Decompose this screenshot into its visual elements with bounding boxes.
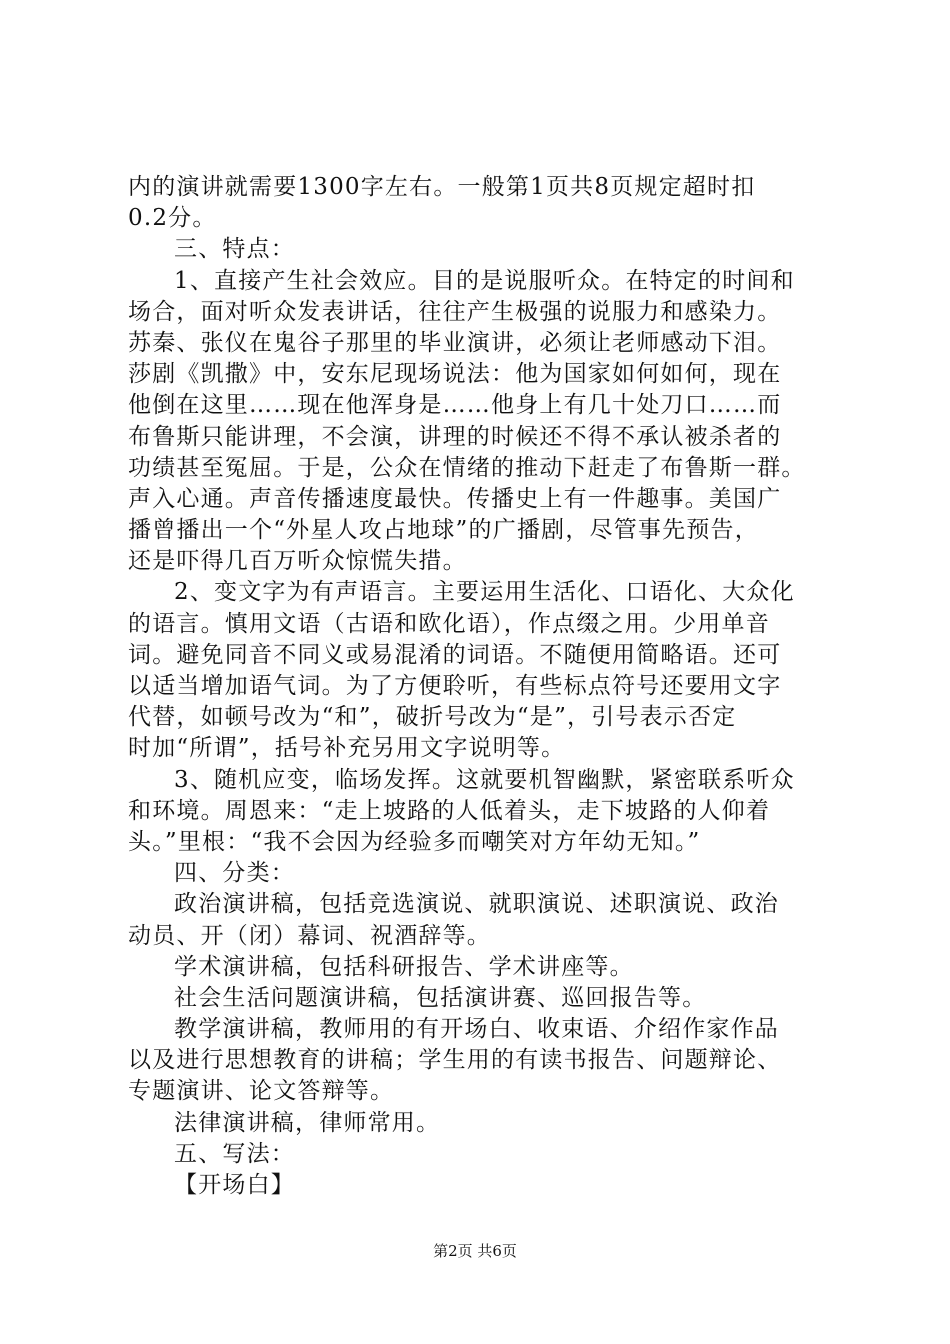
text-line: 以及进行思想教育的讲稿；学生用的有读书报告、问题辩论、: [128, 1047, 782, 1074]
text-line: 播曾播出一个“外星人攻占地球”的广播剧，尽管事先预告，: [128, 517, 759, 544]
text-line: 他倒在这里……现在他浑身是……他身上有几十处刀口……而: [128, 392, 782, 419]
text-line: 还是吓得几百万听众惊慌失措。: [128, 548, 467, 575]
text-line: 法律演讲稿，律师常用。: [174, 1109, 441, 1136]
text-line: 教学演讲稿，教师用的有开场白、收束语、介绍作家作品: [174, 1016, 779, 1043]
text-line: 时加“所谓”，括号补充另用文字说明等。: [128, 735, 566, 762]
text-line: 的语言。慎用文语（古语和欧化语），作点缀之用。少用单音: [128, 610, 770, 637]
text-line: 苏秦、张仪在鬼谷子那里的毕业演讲，必须让老师感动下泪。: [128, 329, 782, 356]
page-footer: 第2页 共6页: [433, 1242, 517, 1260]
text-line: 以适当增加语气词。为了方便聆听，有些标点符号还要用文字: [128, 673, 782, 699]
text-line: 三、特点：: [174, 236, 295, 263]
text-line: 社会生活问题演讲稿，包括演讲赛、巡回报告等。: [174, 984, 707, 1011]
text-line: 布鲁斯只能讲理，不会演，讲理的时候还不得不承认被杀者的: [128, 423, 782, 450]
text-line: 莎剧《凯撒》中，安东尼现场说法：他为国家如何如何，现在: [128, 361, 782, 388]
document-body: [128, 172, 840, 1201]
text-line: 0.2分。: [128, 205, 217, 232]
text-line: 1、直接产生社会效应。目的是说服听众。在特定的时间和: [174, 267, 795, 294]
text-line: 五、写法：: [174, 1140, 295, 1167]
text-line: 头。”里根：“我不会因为经验多而嘲笑对方年幼无知。”: [128, 828, 701, 855]
text-line: 动员、开（闭）幕词、祝酒辞等。: [128, 922, 491, 949]
text-line: 功绩甚至冤屈。于是，公众在情绪的推动下赶走了布鲁斯一群。: [128, 454, 806, 481]
text-line: 专题演讲、论文答辩等。: [128, 1078, 395, 1105]
text-line: 和环境。周恩来：“走上坡路的人低着头，走下坡路的人仰着: [128, 797, 771, 824]
text-line: 政治演讲稿，包括竞选演说、就职演说、述职演说、政治: [174, 891, 779, 918]
text-line: 四、分类：: [174, 860, 295, 887]
text-line: 3、随机应变，临场发挥。这就要机智幽默，紧密联系听众: [174, 766, 795, 793]
text-line: 【开场白】: [174, 1172, 295, 1198]
text-line: 2、变文字为有声语言。主要运用生活化、口语化、大众化: [174, 579, 795, 606]
text-line: 学术演讲稿，包括科研报告、学术讲座等。: [174, 953, 634, 980]
text-line: 声入心通。声音传播速度最快。传播史上有一件趣事。美国广: [128, 485, 782, 512]
text-line: 内的演讲就需要1300字左右。一般第1页共8页规定超时扣: [128, 174, 756, 200]
text-line: 场合，面对听众发表讲话，往往产生极强的说服力和感染力。: [128, 298, 782, 325]
text-line: 词。避免同音不同义或易混淆的词语。不随便用简略语。还可: [128, 641, 782, 668]
text-line: 代替，如顿号改为“和”，破折号改为“是”，引号表示否定: [128, 704, 737, 731]
